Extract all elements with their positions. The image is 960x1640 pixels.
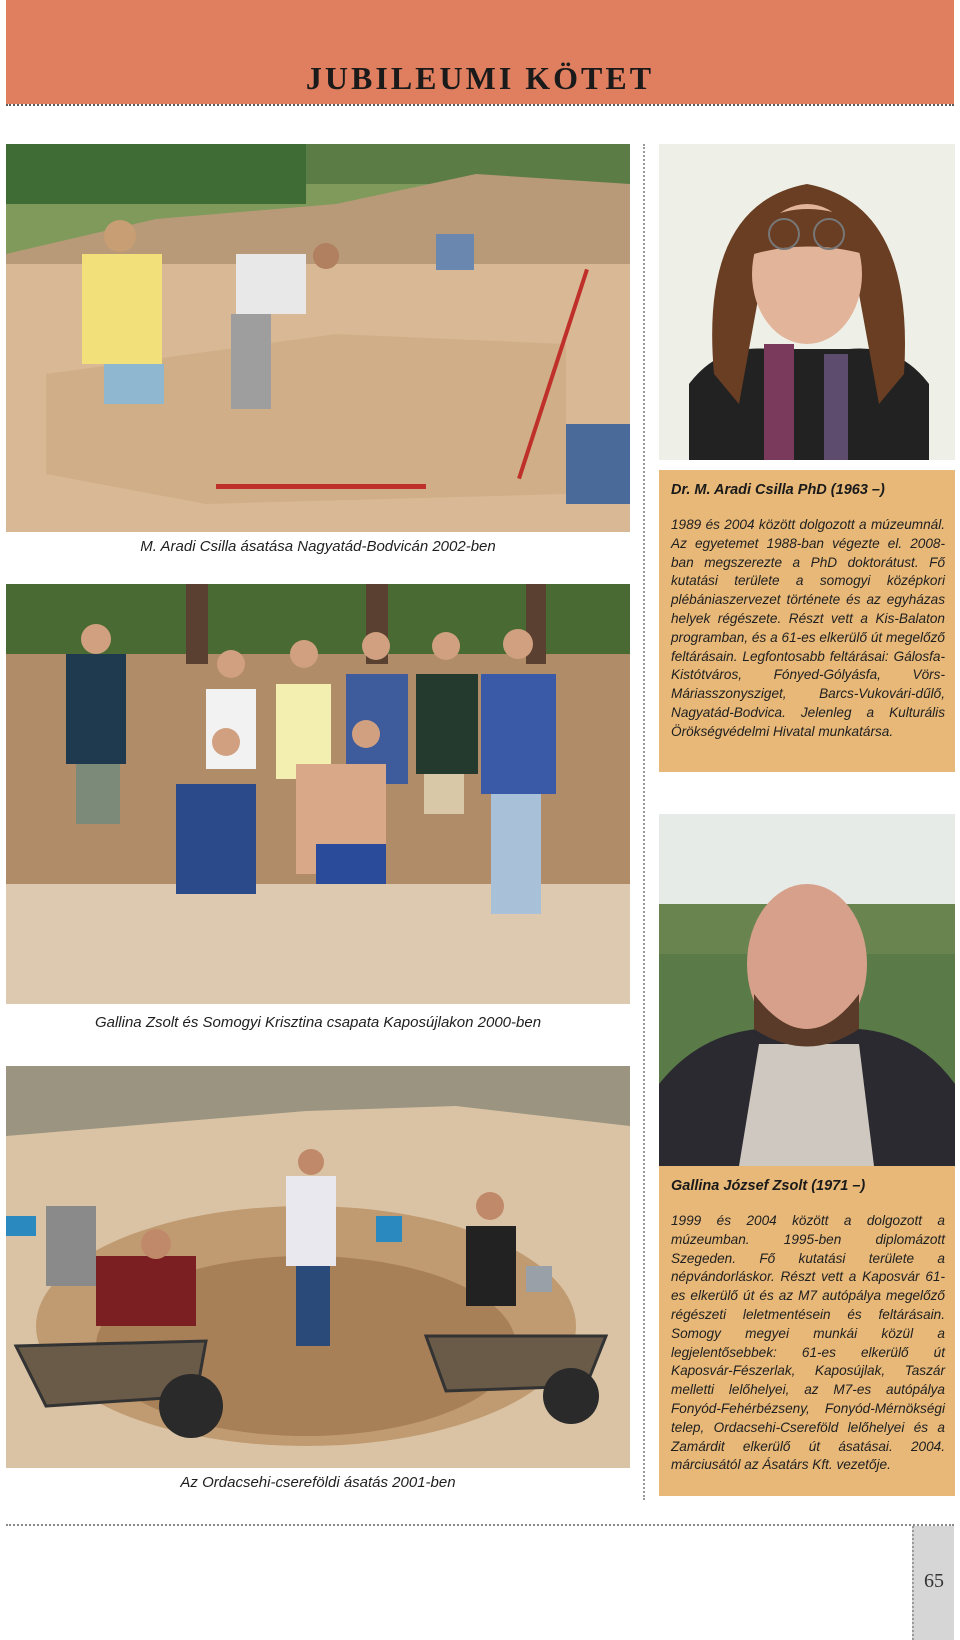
photo-caption: Gallina Zsolt és Somogyi Krisztina csapata Kaposújlakon 2000-ben: [94, 1014, 542, 1031]
biography-box-gallina-zsolt: [659, 1166, 955, 1496]
team-photo-kaposujlak: [6, 584, 630, 1004]
page-number: 65: [924, 1570, 944, 1592]
excavation-photo-bodvica: [6, 144, 630, 532]
excavation-photo-ordacsehi: [6, 1066, 630, 1468]
biography-text: 1989 és 2004 között dolgozott a múzeumnál. Az egyetemet 1988-ban végezte el. 2008-ban megszerezte a PhD doktorátust. Fő kutatási területe a somogyi középkori plébániaszervezet története és az egyházas helyek régészete. Részt vett a Kis-Balaton programban, és a 61-es elkerülő út megelőző feltárásain. Legfontosabb feltárásai: Gálosfa-Kistótváros, Fónyed-Gólyásfa, Vörs-Máriasszonysziget, Barcs-Vukovári-dűlő, Nagyatád-Bodvica. Jelenleg a Kulturális Örökségvédelmi Hivatal munkatársa.: [671, 517, 945, 739]
photo-caption: M. Aradi Csilla ásatása Nagyatád-Bodvicán 2002-ben: [140, 538, 496, 555]
photo-caption: Az Ordacsehi-csereföldi ásatás 2001-ben: [180, 1474, 456, 1491]
biography-name: Gallina József Zsolt (1971 –): [671, 1178, 866, 1194]
header-band: [6, 0, 954, 104]
portrait-gallina-zsolt: [659, 814, 955, 1166]
footer-divider: [6, 1524, 954, 1526]
page-number-tab: [912, 1526, 954, 1640]
page-title: JUBILEUMI KÖTET: [305, 60, 655, 96]
biography-name: Dr. M. Aradi Csilla PhD (1963 –): [671, 482, 885, 498]
header-divider: [6, 104, 954, 106]
portrait-aradi-csilla: [659, 144, 955, 460]
biography-text: 1999 és 2004 között a dolgozott a múzeumban. 1995-ben diplomázott Szegeden. Fő kutatási területe a népvándorláskor. Részt vett a Kaposvár 61-es elkerülő út és az M7 autópálya megelőző régészeti leletmentésein és feltárásain. Somogy megyei munkái közül a legjelentősebbek: 61-es elkerülő út Kaposvár-Fészerlak, Kaposújlak, Taszár melletti lelőhelyei, az M7-es autópálya Fonyód-Fehérbézseny, Fonyód-Mérnökségi telep, Ordacsehi-Csereföld lelőhelyei és a Zamárdit elkerülő út ásatásai. 2004. márciusától az Ásatárs Kft. vezetője.: [671, 1213, 945, 1473]
biography-box-aradi-csilla: [659, 470, 955, 772]
column-divider: [643, 144, 645, 1500]
